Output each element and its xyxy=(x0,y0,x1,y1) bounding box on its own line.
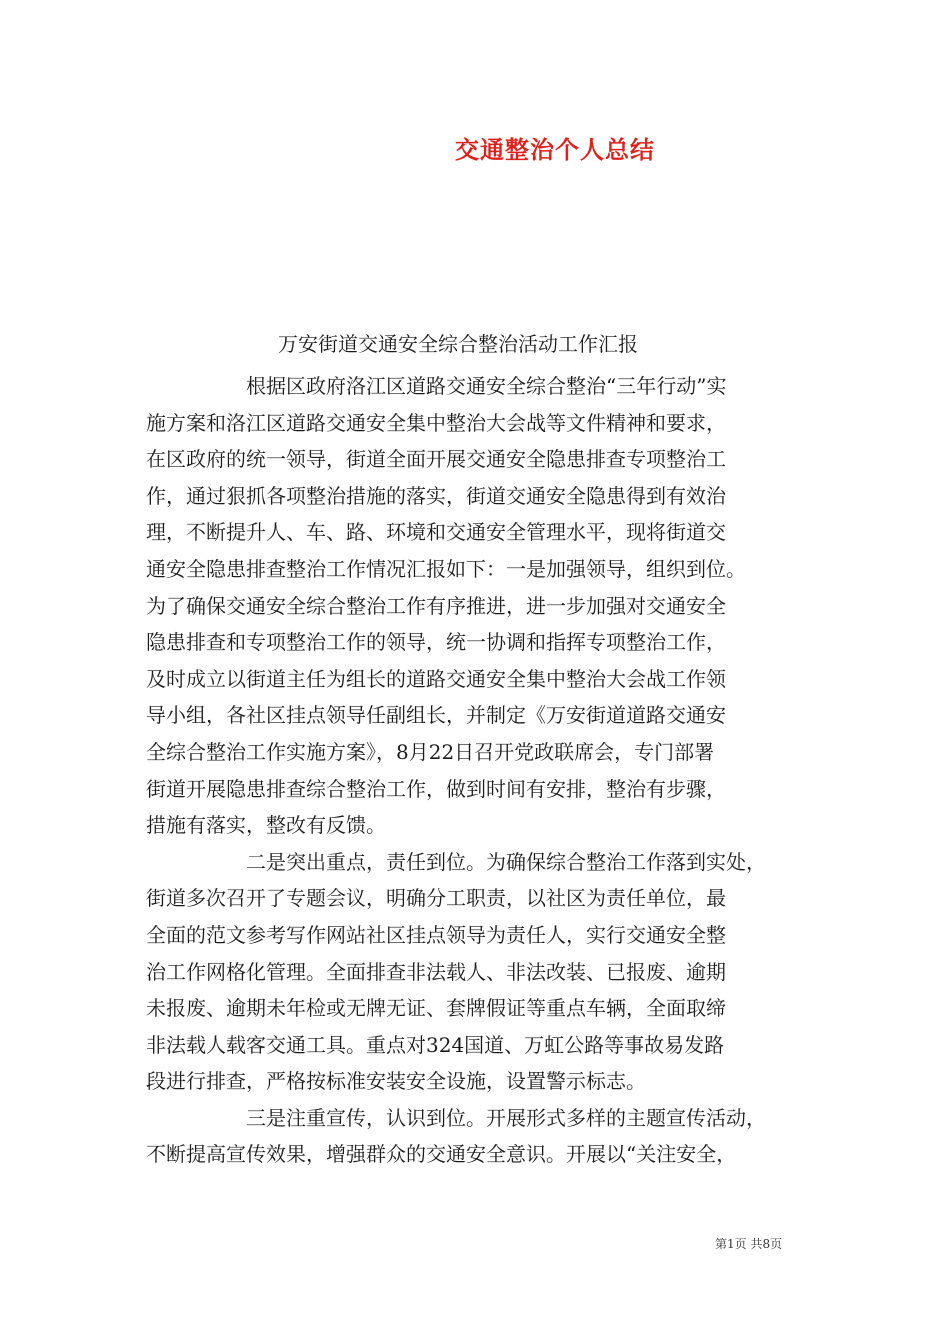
body-line: 隐患排查和专项整治工作的领导，统一协调和指挥专项整治工作， xyxy=(146,630,726,655)
body-line: 通安全隐患排查整治工作情况汇报如下：一是加强领导，组织到位。 xyxy=(146,556,746,581)
document-subtitle: 万安街道交通安全综合整治活动工作汇报 xyxy=(278,332,638,356)
page-number: 第1页 共8页 xyxy=(715,1237,783,1251)
body-line: 导小组，各社区挂点领导任副组长，并制定《万安街道道路交通安 xyxy=(146,703,726,728)
body-line: 为了确保交通安全综合整治工作有序推进，进一步加强对交通安全 xyxy=(146,593,726,618)
body-line: 及时成立以街道主任为组长的道路交通安全集中整治大会战工作领 xyxy=(146,666,726,691)
body-line: 三是注重宣传，认识到位。开展形式多样的主题宣传活动， xyxy=(246,1105,766,1130)
body-line: 在区政府的统一领导，街道全面开展交通安全隐患排查专项整治工 xyxy=(146,447,726,472)
body-line: 施方案和洛江区道路交通安全集中整治大会战等文件精神和要求， xyxy=(146,410,726,435)
body-line: 理，不断提升人、车、路、环境和交通安全管理水平，现将街道交 xyxy=(146,520,726,545)
body-line: 根据区政府洛江区道路交通安全综合整治“三年行动”实 xyxy=(246,374,727,398)
page-title: 交通整治个人总结 xyxy=(455,135,655,164)
body-line: 街道开展隐患排查综合整治工作，做到时间有安排，整治有步骤， xyxy=(146,776,726,801)
body-line: 全综合整治工作实施方案》，8月22日召开党政联席会，专门部署 xyxy=(146,739,715,764)
body-line: 未报废、逾期未年检或无牌无证、套牌假证等重点车辆，全面取缔 xyxy=(146,996,726,1021)
body-line: 段进行排查，严格按标准安装安全设施，设置警示标志。 xyxy=(146,1069,646,1094)
body-line: 非法载人载客交通工具。重点对324国道、万虹公路等事故易发路 xyxy=(146,1032,725,1057)
document-body xyxy=(146,368,846,1173)
body-line: 二是突出重点，责任到位。为确保综合整治工作落到实处， xyxy=(246,849,766,874)
body-line: 治工作网格化管理。全面排查非法载人、非法改装、已报废、逾期 xyxy=(146,959,726,984)
body-line: 不断提高宣传效果，增强群众的交通安全意识。开展以“关注安全， xyxy=(146,1142,737,1167)
body-line: 街道多次召开了专题会议，明确分工职责，以社区为责任单位，最 xyxy=(146,886,726,911)
body-line: 措施有落实，整改有反馈。 xyxy=(146,813,386,838)
body-line: 作，通过狠抓各项整治措施的落实，街道交通安全隐患得到有效治 xyxy=(146,483,726,508)
body-line: 全面的范文参考写作网站社区挂点领导为责任人，实行交通安全整 xyxy=(146,922,726,947)
